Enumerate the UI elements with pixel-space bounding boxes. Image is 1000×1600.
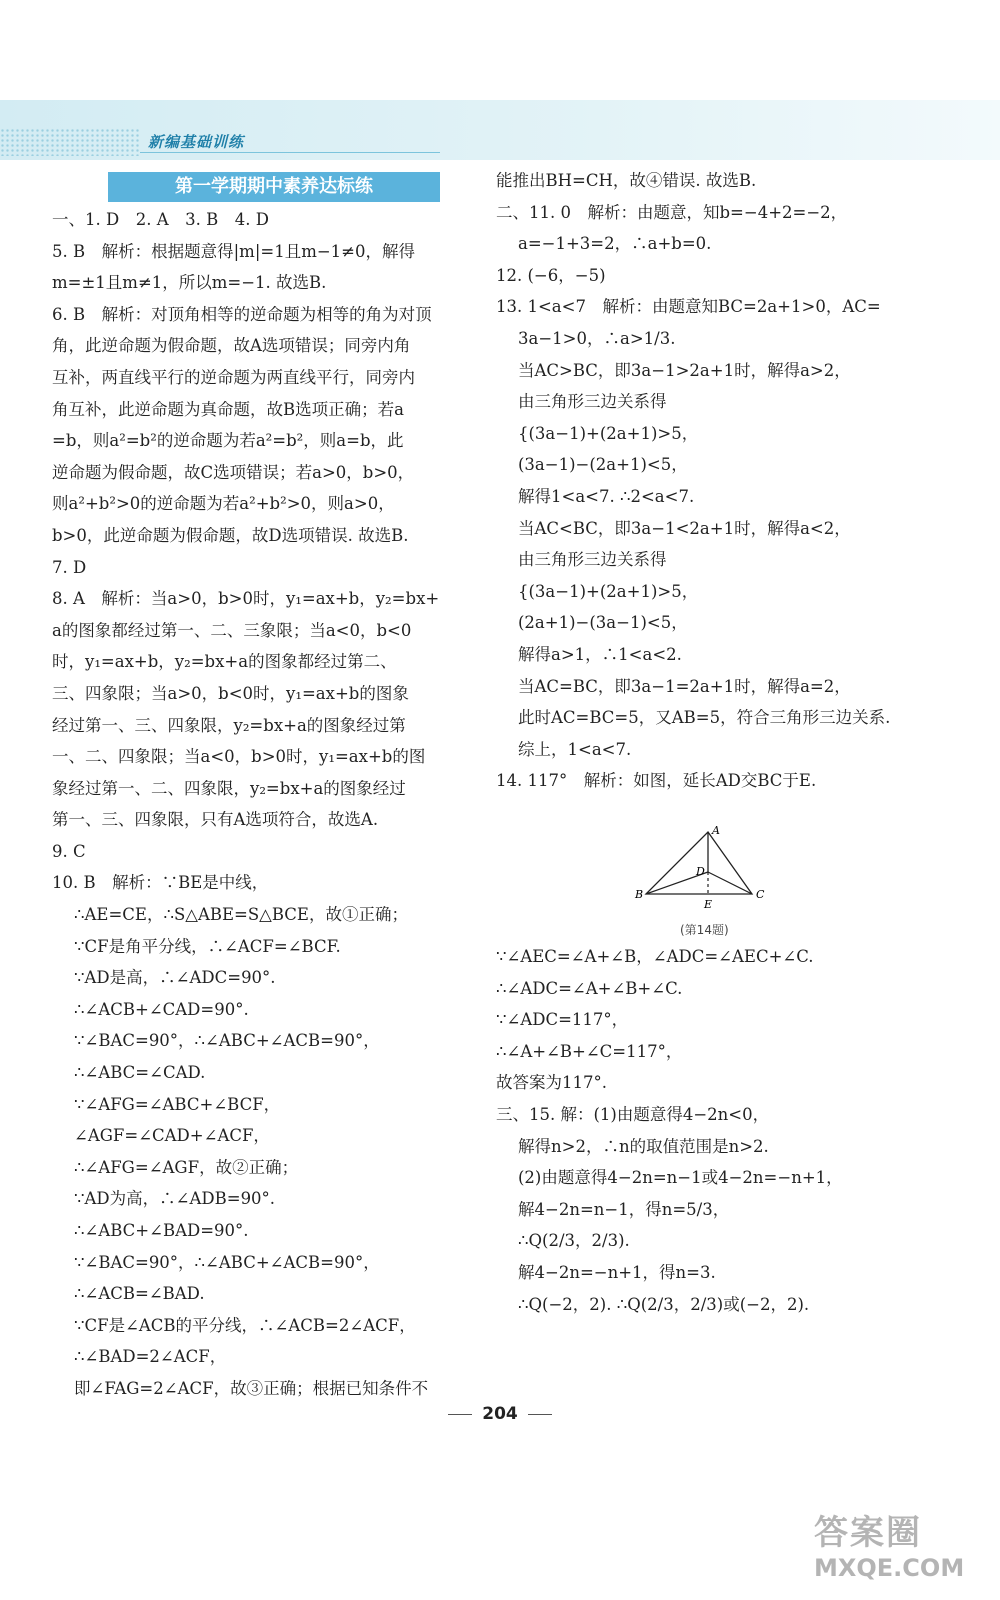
left_lines-line: 时，y₁=ax+b，y₂=bx+a的图象都经过第二、 [52, 652, 397, 672]
right_lines_2-line: ∵∠AEC=∠A+∠B，∠ADC=∠AEC+∠C. [496, 947, 814, 966]
left_lines-line: ∵AD是高，∴∠ADC=90°. [74, 968, 276, 988]
left_lines-line: 互补，两直线平行的逆命题为两直线平行，同旁内 [52, 367, 415, 387]
left_lines-line: 7. D [52, 557, 87, 577]
right_lines-line: (2a+1)−(3a−1)<5， [518, 613, 688, 633]
right_lines-line: 二、11. 0 解析：由题意，知b=−4+2=−2， [496, 202, 848, 222]
watermark-url: MXQE.COM [814, 1554, 965, 1582]
left_lines-line: ∴∠BAD=2∠ACF， [74, 1347, 227, 1367]
left_lines-line: ∴∠AFG=∠AGF，故②正确； [74, 1157, 299, 1177]
right-column [496, 165, 956, 797]
figure-caption: (第14题) [680, 923, 729, 937]
right_lines-line: 能推出BH=CH，故④错误. 故选B. [496, 171, 757, 190]
header-dot-pattern [0, 128, 140, 156]
left-column [52, 204, 452, 1405]
left_lines-line: 一、二、四象限；当a<0，b>0时，y₁=ax+b的图 [52, 747, 426, 767]
right_lines-line: (3a−1)−(2a+1)<5， [518, 455, 688, 475]
left_lines-line: ∴∠ACB=∠BAD. [74, 1284, 205, 1304]
left_lines-line: a的图象都经过第一、二、三象限；当a<0，b<0 [52, 620, 412, 640]
right_lines-line: 12. (−6，−5) [496, 265, 606, 285]
section-title: 第一学期期中素养达标练 [108, 172, 440, 202]
left_lines-line: ∵CF是角平分线，∴∠ACF=∠BCF. [74, 936, 341, 956]
right_lines_2-line: 三、15. 解：(1)由题意得4−2n<0， [496, 1104, 770, 1124]
watermark-logo-text: 答案圈 [814, 1513, 922, 1553]
right_lines-line: 13. 1<a<7 解析：由题意知BC=2a+1>0，AC= [496, 297, 881, 317]
right_lines-line: 解得1<a<7. ∴2<a<7. [518, 486, 695, 506]
page-number-text: 204 [482, 1404, 518, 1424]
left_lines-line: ∴∠ACB+∠CAD=90°. [74, 999, 249, 1019]
left_lines-line: 6. B 解析：对顶角相等的逆命题为相等的角为对顶 [52, 304, 432, 324]
left_lines-line: m=±1且m≠1，所以m=−1. 故选B. [52, 273, 327, 293]
right_lines_2-line: ∴∠ADC=∠A+∠B+∠C. [496, 978, 683, 998]
left_lines-line: ∴AE=CE，∴S△ABE=S△BCE，故①正确； [74, 905, 408, 925]
left_lines-line: 9. C [52, 841, 86, 861]
label-d: D [696, 865, 705, 878]
label-e: E [704, 898, 713, 911]
right-column-lower [496, 941, 956, 1320]
left_lines-line: 角互补，此逆命题为真命题，故B选项正确；若a [52, 399, 404, 419]
left_lines-line: ∵CF是∠ACB的平分线，∴∠ACB=2∠ACF， [74, 1315, 416, 1335]
left_lines-line: ∵AD为高，∴∠ADB=90°. [74, 1189, 276, 1209]
left_lines-line: 象经过第一、二、四象限，y₂=bx+a的图象经过 [52, 778, 406, 798]
page-number-rule-left [448, 1414, 472, 1415]
left_lines-line: b>0，此逆命题为假命题，故D选项错误. 故选B. [52, 525, 409, 545]
page-number [0, 1404, 1000, 1424]
left_lines-line: ∠AGF=∠CAD+∠ACF， [74, 1126, 270, 1146]
right_lines_2-line: ∴∠A+∠B+∠C=117°， [496, 1041, 683, 1061]
left_lines-line: 逆命题为假命题，故C选项错误；若a>0，b>0， [52, 462, 415, 482]
left_lines-line: ∵∠BAC=90°，∴∠ABC+∠ACB=90°， [74, 1252, 380, 1272]
right_lines-line: 当AC>BC，即3a−1>2a+1时，解得a>2， [518, 360, 851, 380]
triangle-figure [632, 824, 772, 924]
left_lines-line: ∵∠BAC=90°，∴∠ABC+∠ACB=90°， [74, 1031, 380, 1051]
watermark [814, 1505, 974, 1595]
left_lines-line: ∴∠ABC+∠BAD=90°. [74, 1221, 249, 1240]
right_lines_2-line: ∵∠ADC=117°， [496, 1010, 629, 1030]
left_lines-line: 经过第一、三、四象限，y₂=bx+a的图象经过第 [52, 715, 406, 735]
right_lines-line: {(3a−1)+(2a+1)>5， [518, 423, 699, 443]
left_lines-line: ∴∠ABC=∠CAD. [74, 1063, 206, 1083]
left_lines-line: 第一、三、四象限，只有A选项符合，故选A. [52, 810, 379, 830]
left_lines-line: ∵∠AFG=∠ABC+∠BCF， [74, 1094, 281, 1114]
page-number-rule-right [528, 1414, 552, 1415]
right_lines-line: 14. 117° 解析：如图，延长AD交BC于E. [496, 771, 817, 791]
right_lines_2-line: ∴Q(2/3，2/3). [518, 1231, 630, 1251]
series-title: 新编基础训练 [148, 133, 245, 151]
label-b: B [635, 888, 644, 901]
right_lines_2-line: 解4−2n=n−1，得n=5/3， [518, 1199, 730, 1219]
right_lines-line: 当AC<BC，即3a−1<2a+1时，解得a<2， [518, 518, 851, 538]
left_lines-line: 三、四象限；当a>0，b<0时，y₁=ax+b的图象 [52, 683, 409, 703]
right_lines-line: 当AC=BC，即3a−1=2a+1时，解得a=2， [518, 676, 851, 696]
left_lines-line: 则a²+b²>0的逆命题为若a²+b²>0，则a>0， [52, 494, 395, 514]
right_lines-line: 3a−1>0，∴a>1/3. [518, 328, 676, 348]
right_lines-line: 解得a>1，∴1<a<2. [518, 644, 682, 664]
left_lines-line: 即∠FAG=2∠ACF，故③正确；根据已知条件不 [74, 1378, 429, 1398]
triangle-abc [646, 832, 752, 894]
right_lines_2-line: 故答案为117°. [496, 1073, 607, 1093]
label-c: C [756, 888, 765, 901]
left_lines-line: 8. A 解析：当a>0，b>0时，y₁=ax+b，y₂=bx+ [52, 589, 440, 609]
right_lines-line: 由三角形三边关系得 [518, 550, 667, 570]
right_lines-line: 综上，1<a<7. [518, 739, 632, 759]
right_lines-line: a=−1+3=2，∴a+b=0. [518, 234, 712, 254]
right_lines_2-line: 解得n>2，∴n的取值范围是n>2. [518, 1136, 769, 1156]
right_lines-line: 由三角形三边关系得 [518, 392, 667, 412]
right_lines_2-line: ∴Q(−2，2). ∴Q(2/3，2/3)或(−2，2). [518, 1294, 810, 1314]
left_lines-line: 角，此逆命题为假命题，故A选项错误；同旁内角 [52, 336, 411, 356]
left_lines-line: =b，则a²=b²的逆命题为若a²=b²，则a=b，此 [52, 431, 404, 451]
left_lines-line: 10. B 解析：∵BE是中线， [52, 873, 269, 893]
right_lines-line: 此时AC=BC=5，又AB=5，符合三角形三边关系. [518, 708, 891, 728]
label-a: A [712, 824, 720, 837]
left_lines-line: 一、1. D 2. A 3. B 4. D [52, 210, 269, 229]
right_lines-line: {(3a−1)+(2a+1)>5， [518, 581, 699, 601]
right_lines_2-line: (2)由题意得4−2n=n−1或4−2n=−n+1， [518, 1168, 843, 1188]
segment-dc [708, 872, 752, 894]
right_lines_2-line: 解4−2n=−n+1，得n=3. [518, 1262, 716, 1282]
header-rule [140, 152, 440, 153]
left_lines-line: 5. B 解析：根据题意得|m|=1且m−1≠0，解得 [52, 241, 415, 261]
